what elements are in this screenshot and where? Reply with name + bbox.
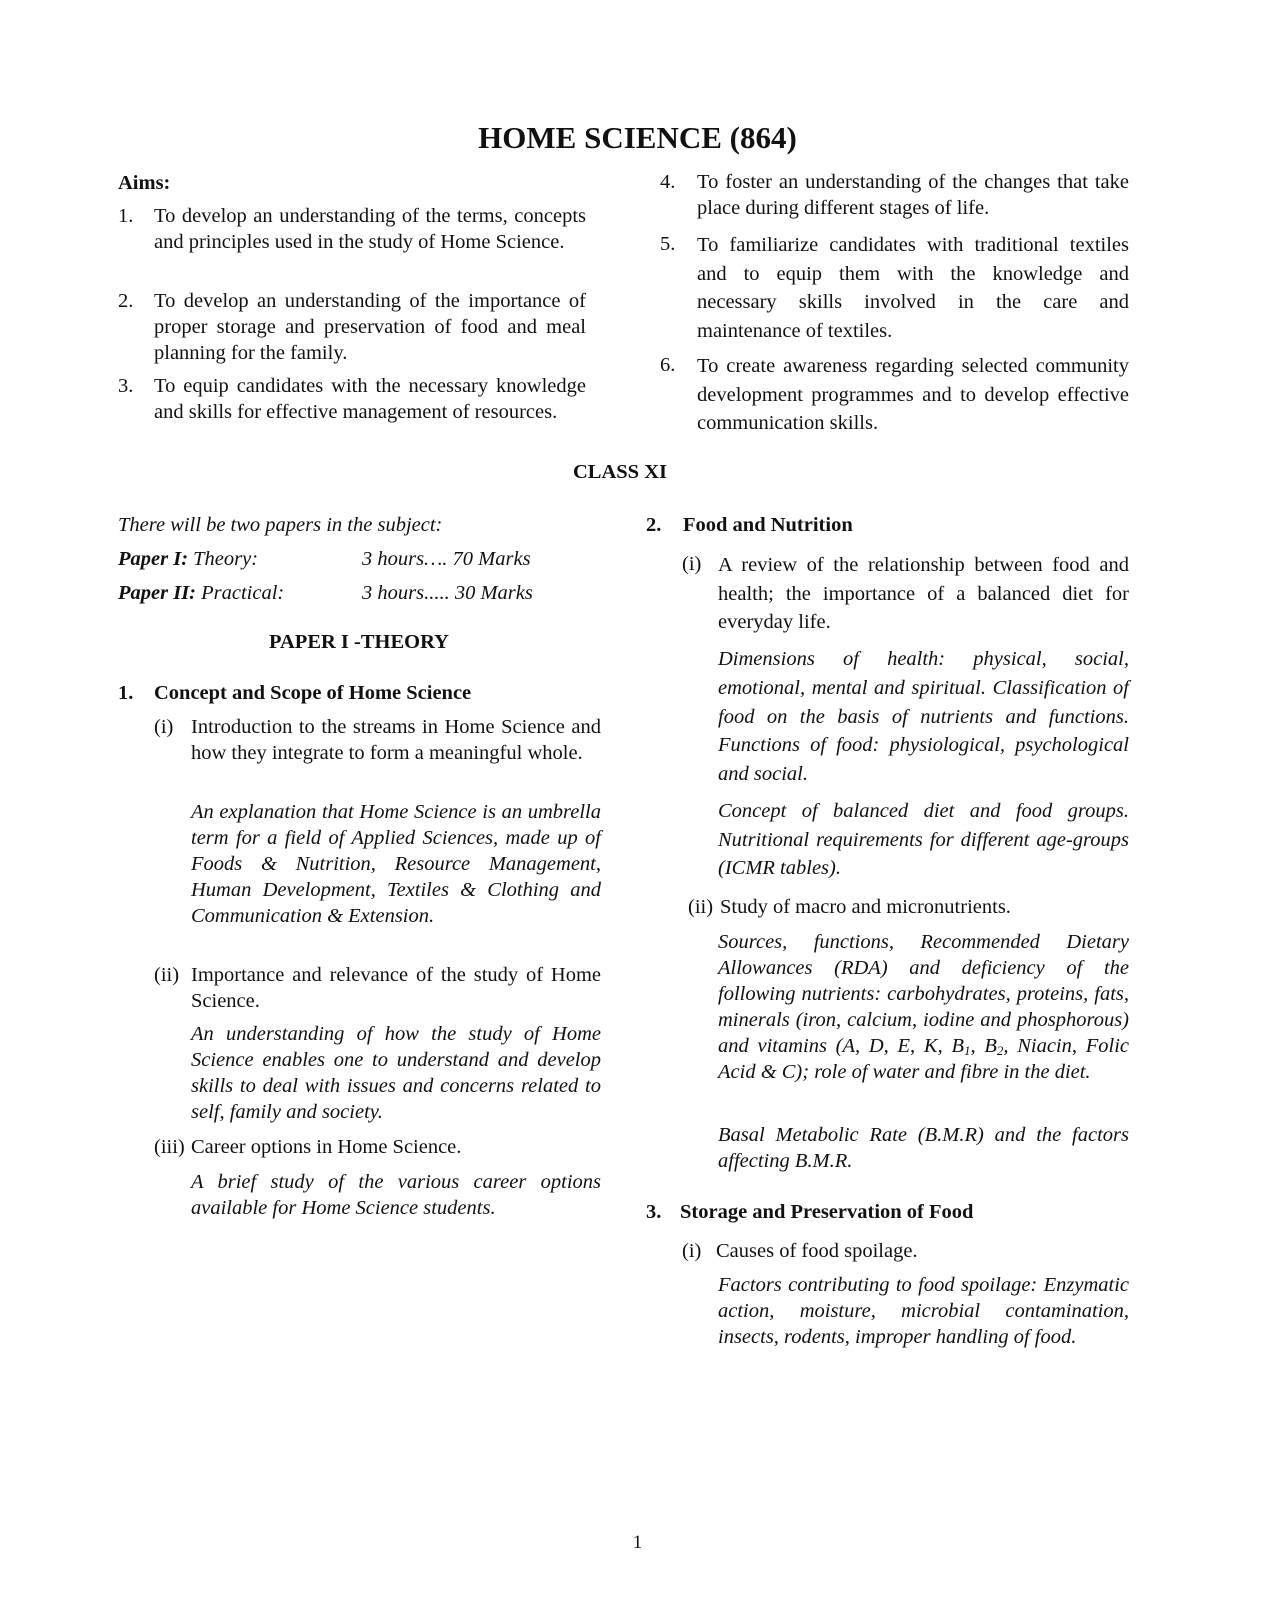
item-number: (ii) (688, 896, 714, 918)
item-text: Career options in Home Science. (191, 1136, 462, 1158)
page-number: 1 (632, 1532, 643, 1553)
paper-label: Paper II: (118, 582, 197, 604)
item-detail: An understanding of how the study of Home Science enables one to understand and develop skills to deal with issues and concerns related to self, family and society. (191, 1023, 601, 1123)
section-heading: Storage and Preservation of Food (680, 1201, 974, 1223)
item-number: (i) (682, 1240, 702, 1262)
aim-number: 4. (660, 171, 676, 193)
aim-text: To equip candidates with the necessary knowledge and skills for effective management of resources. (154, 375, 586, 423)
aim-text: To develop an understanding of the terms, concepts and principles used in the study of Home Science. (154, 205, 586, 253)
item-detail: Factors contributing to food spoilage: Enzymatic action, moisture, microbial contamination, insects, rodents, improper handling of food. (718, 1274, 1129, 1348)
aims-heading: Aims: (118, 172, 171, 194)
aim-text: To develop an understanding of the importance of proper storage and preservation of food and meal planning for the family. (154, 290, 586, 364)
item-number: (i) (154, 716, 174, 738)
paper-row (118, 580, 284, 606)
section-number: 1. (118, 682, 134, 704)
paper-row (118, 546, 258, 572)
item-detail: Sources, functions, Recommended Dietary Allowances (RDA) and deficiency of the following nutrients: carbohydrates, proteins, fats, minerals (iron, calcium, iodine and phosphorous) and vitamins (A, D, E, K, $B_1$, $B_2$, Niacin, Folic Acid & C); role of water and fibre in the diet. (718, 931, 1129, 1083)
aim-number: 3. (118, 375, 134, 397)
item-detail: A brief study of the various career options available for Home Science students. (191, 1171, 601, 1219)
aim-text: To create awareness regarding selected community development programmes and to develop effective communication skills. (697, 355, 1129, 434)
aim-number: 5. (660, 233, 676, 255)
paper-duration: 3 hours..... 30 Marks (362, 582, 533, 604)
paper-duration: 3 hours…. 70 Marks (362, 548, 531, 570)
item-detail: Concept of balanced diet and food groups. Nutritional requirements for different age-groups (ICMR tables). (718, 800, 1129, 879)
section-heading: Food and Nutrition (683, 514, 853, 536)
aim-text: To foster an understanding of the changes that take place during different stages of life. (697, 171, 1129, 219)
item-text: Importance and relevance of the study of Home Science. (191, 964, 601, 1012)
class-heading: CLASS XI (573, 461, 667, 483)
papers-intro: There will be two papers in the subject: (118, 514, 443, 536)
item-number: (i) (682, 553, 702, 575)
item-number: (ii) (154, 964, 180, 986)
item-text: A review of the relationship between food and health; the importance of a balanced diet for everyday life. (718, 554, 1129, 633)
item-text: Study of macro and micronutrients. (720, 896, 1011, 918)
item-text: Causes of food spoilage. (716, 1240, 918, 1262)
paper-label: Paper I: (118, 548, 189, 570)
item-detail: Dimensions of health: physical, social, emotional, mental and spiritual. Classification of food on the basis of nutrients and functions. Functions of food: physiological, psychological and social. (718, 648, 1129, 786)
aim-number: 2. (118, 290, 134, 312)
section-number: 2. (646, 514, 662, 536)
aim-number: 1. (118, 205, 134, 227)
paper1-heading: PAPER I -THEORY (269, 631, 449, 653)
item-text: Introduction to the streams in Home Science and how they integrate to form a meaningful whole. (191, 716, 601, 764)
item-detail: An explanation that Home Science is an umbrella term for a field of Applied Sciences, made up of Foods & Nutrition, Resource Management, Human Development, Textiles & Clothing and Communication & Extension. (191, 801, 601, 927)
page-title: HOME SCIENCE (864) (478, 120, 797, 155)
section-heading: Concept and Scope of Home Science (154, 682, 472, 704)
aim-number: 6. (660, 354, 676, 376)
item-number: (iii) (154, 1136, 185, 1158)
paper-type: Theory: (193, 548, 259, 570)
aim-text: To familiarize candidates with traditional textiles and to equip them with the knowledge and necessary skills involved in the care and maintenance of textiles. (697, 234, 1129, 342)
paper-type: Practical: (201, 582, 285, 604)
section-number: 3. (646, 1201, 662, 1223)
item-detail: Basal Metabolic Rate (B.M.R) and the factors affecting B.M.R. (718, 1124, 1129, 1172)
